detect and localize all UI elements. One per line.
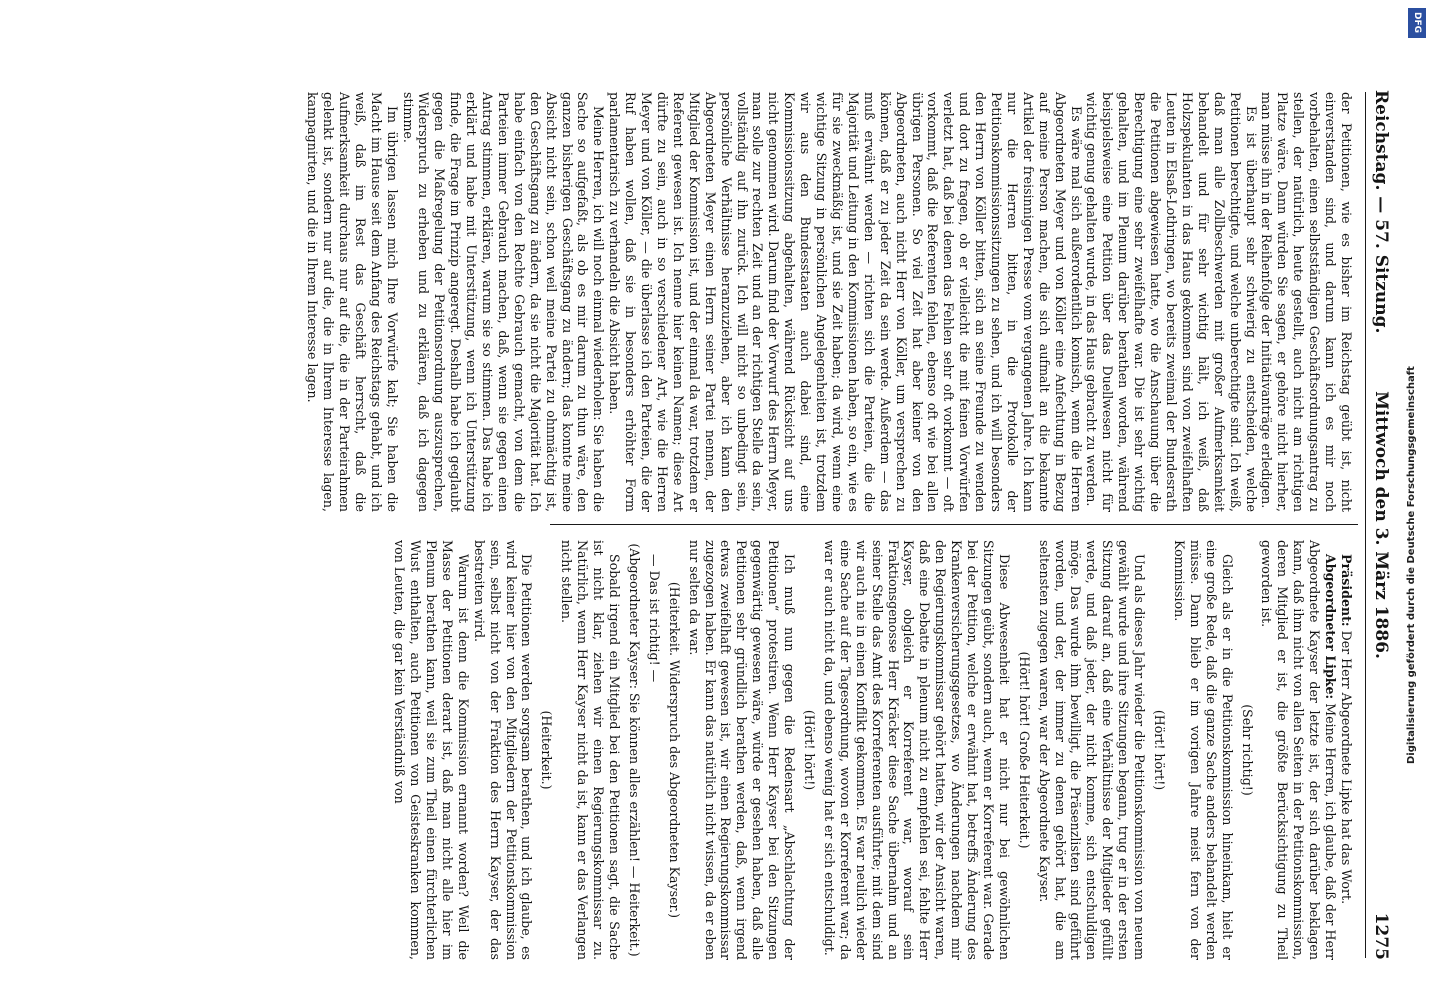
dfg-logo: DFG (1408, 8, 1426, 38)
header-rule (1365, 92, 1366, 958)
header-left: Reichstag. — 57. Sitzung. (1371, 90, 1391, 334)
left-paragraph: Es wäre mal sich außerordentlich komisch, wenn die Herren Abgeordneten Meyer und von Köller eine Anfechtung in Bezug auf meine Person machen, die sich aufmalt an die bekannte Artikel der freisinnigen Presse vom vergangenen Jahre. Ich kann nur die Herren bitten, in die Protokolle der Petitionskommissionssitzungen zu sehen, und ich will besonders den Herrn von Köller bitten, sich an seine Freunde zu wenden und dort zu fragen, ob er vielleicht die mit feinen Vorwürfen verletzt hat, daß bei denen das Fehlen sehr oft vorkommt — oft vorkommt, daß die Referenten fehlen, ebenso oft wie bei allen übrigen Personen. So viel Zeit hat aber keiner von den Abgeordneten, auch nicht Herr von Köller, um versprechen zu können, daß er zu jeder Zeit da sein werde. Außerdem — das muß erwähnt werden — richten sich die Parteien, die die Majorität und Leitung in den Kommissionen haben, so ein, wie es für sie zweckmäßig ist, und sie Zeit haben; da wird, wenn eine wichtige Sitzung in persönlichen Angelegenheiten ist, trotzdem wir aus den Bundesstaaten auch dabei sind, eine Kommissionssitzung abgehalten, während Rücksicht auf uns nicht genommen wird. Darum find der Vorwurf des Herrn Meyer, man solle zur rechten Zeit und an der richtigen Stelle da sein, vollständig auf ihn zurück. Ich will nicht so unbedingt sein, persönliche Verhältnisse heranzuziehen, aber ich kann den Abgeordneten Meyer einen Herrn seiner Partei nennen, der Mitglied der Kommission ist, und der einmal da war, trotzdem er Referent gewesen ist. Ich nenne hier keinen Namen; diese Art dürfte zu sein, auch in so verschiedener Art, wie die Herren Meyer und von Köller, — die überlasse ich den Parteien, die der Ruf haben wollen, daß sie in besonders erhöhter Form parlamentarisch zu verhandeln die Absicht haben. (607, 92, 1084, 512)
speech-paragraph (1259, 540, 1339, 960)
right-column (392, 540, 1354, 960)
left-paragraph: Es ist überhaupt sehr schwierig zu entscheiden, welche Petitionen berechtigte, und welche unberechtigte sind. Ich weiß, daß man alle Zollbeschwerden mit großer Aufmerksamkeit behandelt und für sehr wichtig hält, ich weiß, daß Holzspekulanten in das Haus gekommen sind von zweifelhaften Leuten in Elsaß-Lothringen, wo bereits zweimal der Bundesrath die Petitionen abgewiesen hatte, wo die Anschauung über die Berechtigung eine sehr zweifelhafte war. Die ist sehr wichtig gehalten, und im Plenum darüber berathen worden, während beispielsweise eine Petition über das Duellwesen nicht für wichtig genug gehalten wurde, in das Haus gebracht zu werden. (1084, 92, 1259, 512)
page-header (1368, 90, 1394, 960)
left-paragraph: Im übrigen lassen mich Ihre Vorwürfe kalt; Sie haben die Macht im Hause seit dem Anfang des Reichstags gehabt, und ich weiß, daß im Rest das Geschäft herrscht, daß die Aufmerksamkeit durchaus nur auf die, die in der Parteirahmen gelenkt ist, sondern nur auf die, die in Ihrem Interesse lagen, kampagnirten, und die in Ihrem Interesse lagen. (305, 92, 400, 512)
speech-paragraph: Diese Abwesenheit hat er nicht nur bei gewöhnlichen Sitzungen geübt, sondern auch, wenn er Korreferent war. Gerade bei der Petition, welche er erwähnt hat, betreffs Änderung des Krankenversicherungsgesetzes, wo Änderungen nachdem mir den Regierungskommissar gehört hatten, wir der Ansicht waren, daß eine Debatte in plenum nicht zu empfehlen sei, fehlte Herr Kayser, obgleich er Korreferent war, worauf sein Fraktionsgenosse Herr Kräcker diese Sache übernahm und an seiner Stelle das Amt des Korreferenten ausführte; mit dem sind wir auch nie in einen Konflikt gekommen. Es war neulich wieder eine Sache auf der Tagesordnung, wovon er Korreferent war; da war er auch nicht da, und ebenso wenig hat er sich entschuldigt. (821, 540, 1012, 960)
page-number: 1275 (1371, 912, 1391, 960)
speech-paragraph: Und als dieses Jahr wieder die Petitionskommission von neuem gewählt wurde und ihre Sitzungen begann, trug er in der ersten Sitzung darauf an, daß eine Verhältnisse der Mitglieder gefüllt werde, und daß jeder, der nicht komme, sich entschuldigen möge. Das wurde ihm bewilligt, die Präsenzlisten sind geführt worden, und der, der immer zu denen gehört hat, die am seltensten zugegen waren, war der Abgeordnete Kayser. (1036, 540, 1148, 960)
left-column (305, 92, 1354, 512)
interjection: (Abgeordneter Kayser: Sie können alles erzählen! — Heiterkeit.) (626, 543, 642, 957)
header-date: Mittwoch den 3. März 1886. (1371, 391, 1391, 659)
president-statement (1338, 540, 1354, 960)
interjection: (Sehr richtig!) (1239, 704, 1255, 796)
statement-text: Der Herr Abgeordnete Lipke hat das Wort. (1339, 630, 1354, 905)
interjection: (Hört! hört!) (802, 709, 817, 791)
speaker-name: Präsident: (1339, 554, 1354, 627)
speech-paragraph: Die Petitionen werden sorgsam berathen, und ich glaube, es wird keiner hier von den Mitgliedern der Petitionskommission sein, selbst nicht von der Fraktion des Herrn Kayser, der das bestreiten wird. (471, 540, 535, 960)
speech-paragraph: — Das ist richtig! — (646, 554, 662, 683)
left-paragraph: Meine Herren, ich will noch einmal wiederholen: Sie haben die Sache so aufgefaßt, als ob es mir darum zu thun wäre, den ganzen bisherigen Geschäftsgang zu ändern; das konnte meine Absicht nicht sein, schon weil meine Partei zu ohnmächtig ist, den Geschäftsgang zu ändern, da sie nicht die Majorität hat. Ich habe einfach von den Rechte Gebrauch gemacht, von dem die Parteien immer Gebrauch machen, daß, wenn sie gegen einen Antrag stimmen, erklären, warum sie so stimmen. Das habe ich erklärt und habe mit Unterstützung, wenn ich Unterstützung finde, die Frage im Prinzip angeregt. Deshalb habe ich geglaubt gegen die Maßregelung der Petitionsordnung auszusprechen, Widerspruch zu erheben und zu erklären, daß ich dagegen stimme. (400, 92, 607, 512)
speech-paragraph: Sobald irgend ein Mitglied bei den Petitionen sagt, die Sache ist nicht klar, ziehen wir einen Regierungskommissar zu. Natürlich, wenn Herr Kayser nicht da ist, kann er das Verlangen nicht stellen. (559, 540, 623, 960)
speech-paragraph: Warum ist denn die Kommission ernannt worden? Weil die Masse der Petitionen derart ist, daß man nicht alle hier im Plenum berathen kann, weil sie zum Theil einen fürchterlichen Wust enthalten, auch Petitionen von Geisteskranken kommen, von Leuten, die gar kein Verständniß von (392, 540, 471, 960)
speech-paragraph: Gleich als er in die Petitionskommission hineinkam, hielt er eine große Rede, daß die ganze Sache anders behandelt werden müsse. Dann blieb er im vorigen Jahre meist fern von der Kommission. (1171, 540, 1235, 960)
left-paragraph: der Petitionen, wie es bisher im Reichstag geübt ist, nicht einverstanden sind, und darum kann ich es mir noch vorbehalten, einen selbstständigen Geschäftsordnungsantrag zu stellen, der natürlich, heute gestellt, auch nicht am richtigen Platze wäre. Dann würden Sie sagen, er gehöre nicht hierher, man müsse ihn in der Reihenfolge der Initiativanträge erledigen. (1259, 92, 1354, 512)
interjection: (Hört! hört! Große Heiterkeit.) (1016, 651, 1032, 849)
interjection: (Heiterkeit. Widerspruch des Abgeordneten Kayser.) (666, 581, 682, 919)
interjection: (Hört! hört!) (1152, 709, 1168, 791)
speech-paragraph: Ich muß nun gegen die Redensart „Abschlachtung der Petitionen“ protestiren. Wenn Herr Kayser bei den Sitzungen gegenwärtig gewesen wäre, würde er gesehen haben, daß alle Petitionen sehr gründlich berathen werden, daß, wenn irgend etwas zweifelhaft gewesen ist, wir einen Regierungskommissar zugezogen haben. Er kann das natürlich nicht wissen, da er eben nur selten da war. (686, 540, 798, 960)
column-divider (550, 524, 1358, 525)
speaker-name: Abgeordneter Lipke: (1323, 554, 1339, 700)
interjection: (Heiterkeit.) (539, 710, 555, 790)
digitization-note: Digitalisierung gefördert durch die Deutsche Forschungsgemeinschaft (1406, 366, 1417, 764)
speech-text: Meine Herren, ich glaube, daß der Herr Abgeordnete Kayser der letzte ist, der sich darüber beklagen kann, daß ihm nicht von allen Seiten in der Petitionskommission, deren Mitglied er ist, die größte Berücksichtigung zu Theil geworden ist. (1259, 540, 1339, 960)
